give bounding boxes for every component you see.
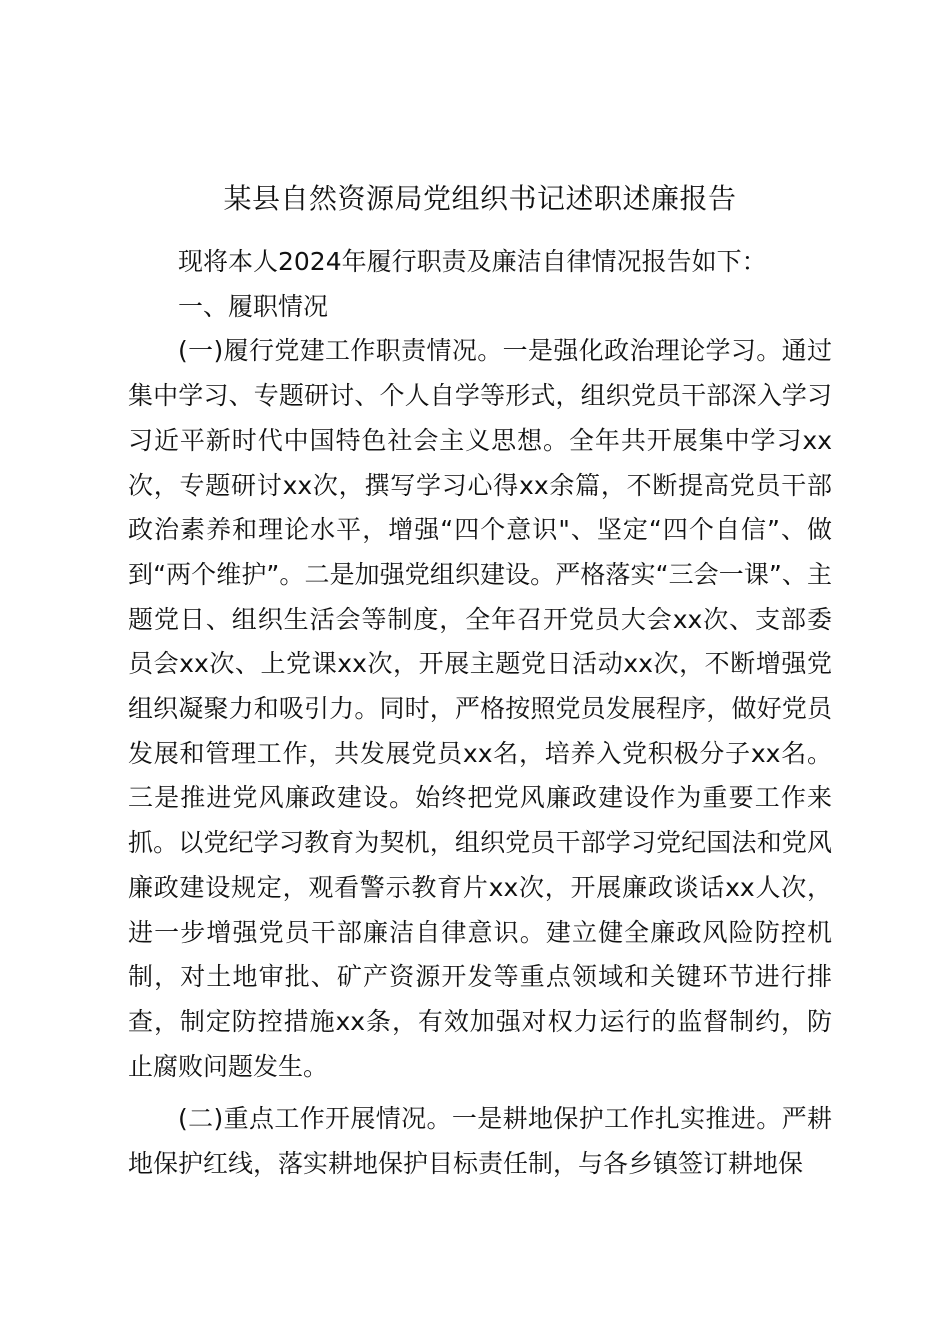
- section-heading-performance: 一、履职情况: [178, 291, 329, 321]
- document-page: [128, 172, 832, 1187]
- paragraph-party-building: (一)履行党建工作职责情况。一是强化政治理论学习。通过集中学习、专题研讨、个人自学等形式，组织党员干部深入学习习近平新时代中国特色社会主义思想。全年共开展集中学习xx次，专题研讨xx次，撰写学习心得xx余篇，不断提高党员干部政治素养和理论水平，增强“四个意识"、坚定“四个自信”、做到“两个维护”。二是加强党组织建设。严格落实“三会一课”、主题党日、组织生活会等制度，全年召开党员大会xx次、支部委员会xx次、上党课xx次，开展主题党日活动xx次，不断增强党组织凝聚力和吸引力。同时，严格按照党员发展程序，做好党员发展和管理工作，共发展党员xx名，培养入党积极分子xx名。三是推进党风廉政建设。始终把党风廉政建设作为重要工作来抓。以党纪学习教育为契机，组织党员干部学习党纪国法和党风廉政建设规定，观看警示教育片xx次，开展廉政谈话xx人次，进一步增强党员干部廉洁自律意识。建立健全廉政风险防控机制，对土地审批、矿产资源开发等重点领域和关键环节进行排查，制定防控措施xx条，有效加强对权力运行的监督制约，防止腐败问题发生。: [128, 336, 832, 1081]
- intro-paragraph: 现将本人2024年履行职责及廉洁自律情况报告如下：: [178, 247, 767, 276]
- document-title: 某县自然资源局党组织书记述职述廉报告: [223, 182, 737, 215]
- paragraph-key-work: (二)重点工作开展情况。一是耕地保护工作扎实推进。严耕地保护红线，落实耕地保护目标责任制，与各乡镇签订耕地保: [128, 1104, 832, 1179]
